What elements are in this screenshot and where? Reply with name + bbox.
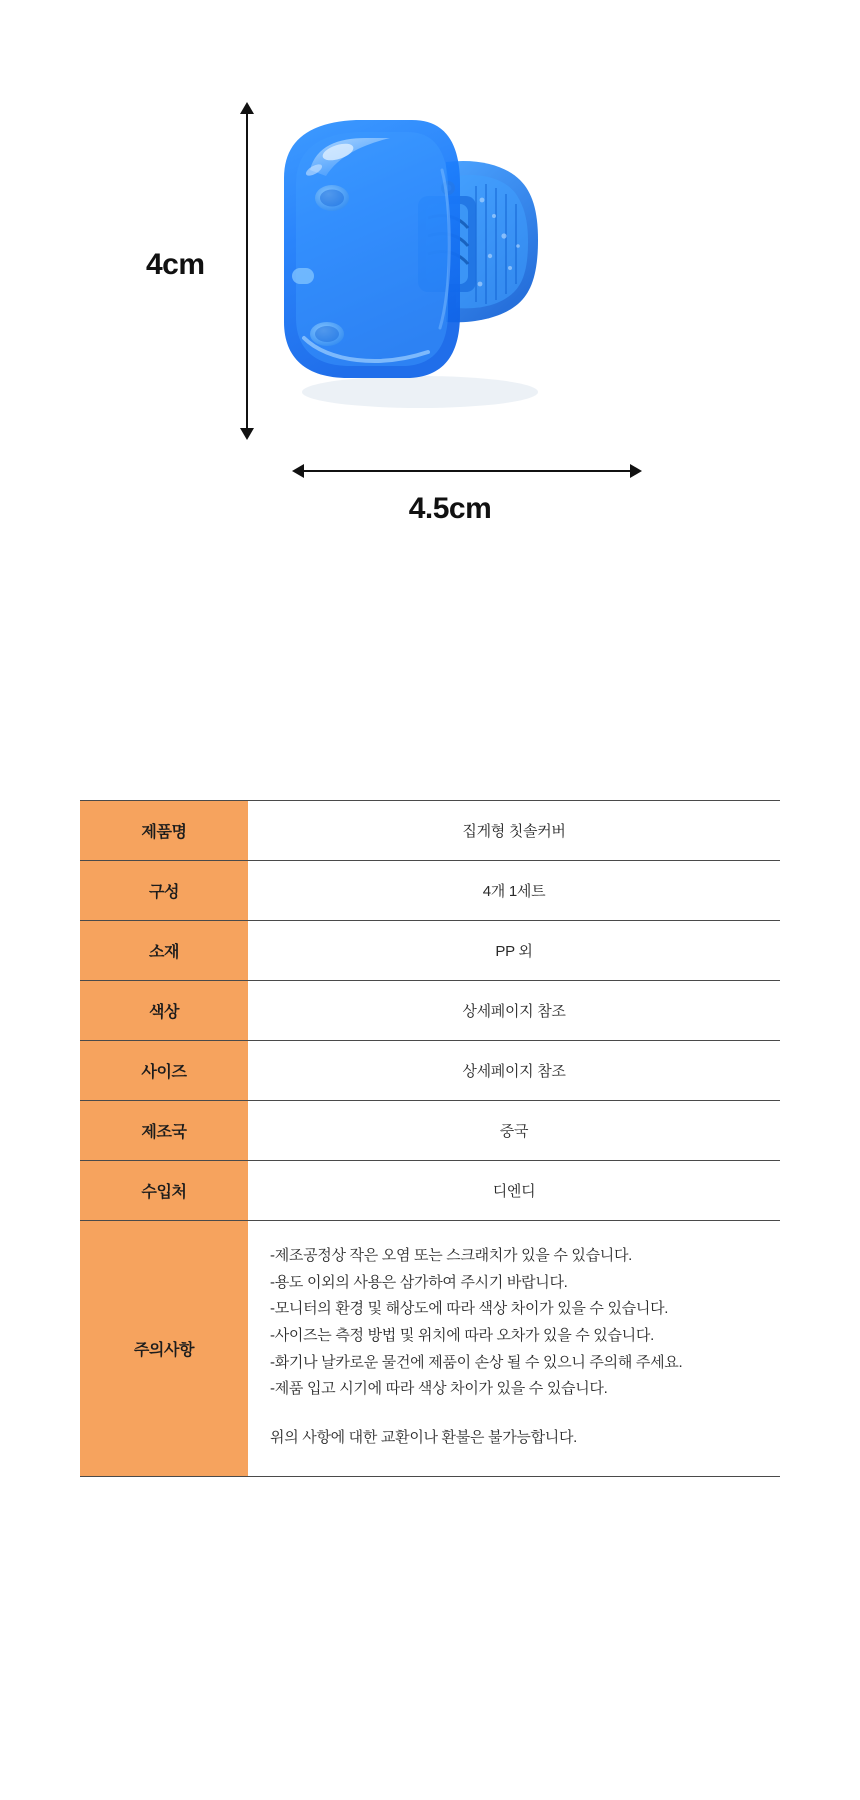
- spec-label-country: 제조국: [80, 1101, 248, 1161]
- table-row: [80, 801, 780, 861]
- spec-label-material: 소재: [80, 921, 248, 981]
- spec-value-color: 상세페이지 참조: [248, 981, 780, 1041]
- spec-label-size: 사이즈: [80, 1041, 248, 1101]
- table-row: [80, 981, 780, 1041]
- table-row: [80, 861, 780, 921]
- spec-label-color: 색상: [80, 981, 248, 1041]
- spec-value-composition: 4개 1세트: [248, 861, 780, 921]
- product-spec-table: [80, 800, 780, 1477]
- product-figure: [0, 0, 860, 560]
- notice-item: -용도 이외의 사용은 삼가하여 주시기 바랍니다.: [270, 1273, 568, 1291]
- width-dimension-arrow: [302, 470, 632, 472]
- notice-item: -제품 입고 시기에 따라 색상 차이가 있을 수 있습니다.: [270, 1380, 608, 1398]
- height-dimension-label: 4cm: [146, 248, 205, 281]
- spec-value-material: PP 외: [248, 921, 780, 981]
- spec-value-size: 상세페이지 참조: [248, 1041, 780, 1101]
- notice-list: [270, 1243, 780, 1403]
- spec-label-product-name: 제품명: [80, 801, 248, 861]
- spec-label-importer: 수입처: [80, 1161, 248, 1221]
- spec-value-country: 중국: [248, 1101, 780, 1161]
- notice-item: -모니터의 환경 및 해상도에 따라 색상 차이가 있을 수 있습니다.: [270, 1300, 669, 1318]
- table-row-notice: [80, 1221, 780, 1477]
- notice-item: -사이즈는 측정 방법 및 위치에 따라 오차가 있을 수 있습니다.: [270, 1327, 654, 1345]
- spec-label-composition: 구성: [80, 861, 248, 921]
- spec-label-notice: 주의사항: [80, 1221, 248, 1477]
- table-row: [80, 1101, 780, 1161]
- spec-table-container: [80, 800, 780, 1477]
- table-row: [80, 1041, 780, 1101]
- table-row: [80, 921, 780, 981]
- notice-item: -제조공정상 작은 오염 또는 스크래치가 있을 수 있습니다.: [270, 1247, 633, 1264]
- spec-value-importer: 디엔디: [248, 1161, 780, 1221]
- height-dimension-arrow: [246, 112, 248, 430]
- spec-value-notice: [248, 1221, 780, 1477]
- table-row: [80, 1161, 780, 1221]
- product-image: [270, 100, 640, 430]
- notice-item: -화기나 날카로운 물건에 제품이 손상 될 수 있으니 주의해 주세요.: [270, 1353, 683, 1371]
- width-dimension-label: 4.5cm: [408, 492, 492, 525]
- spec-value-product-name: 집게형 칫솔커버: [248, 801, 780, 861]
- notice-footer: 위의 사항에 대한 교환이나 환불은 불가능합니다.: [270, 1429, 578, 1447]
